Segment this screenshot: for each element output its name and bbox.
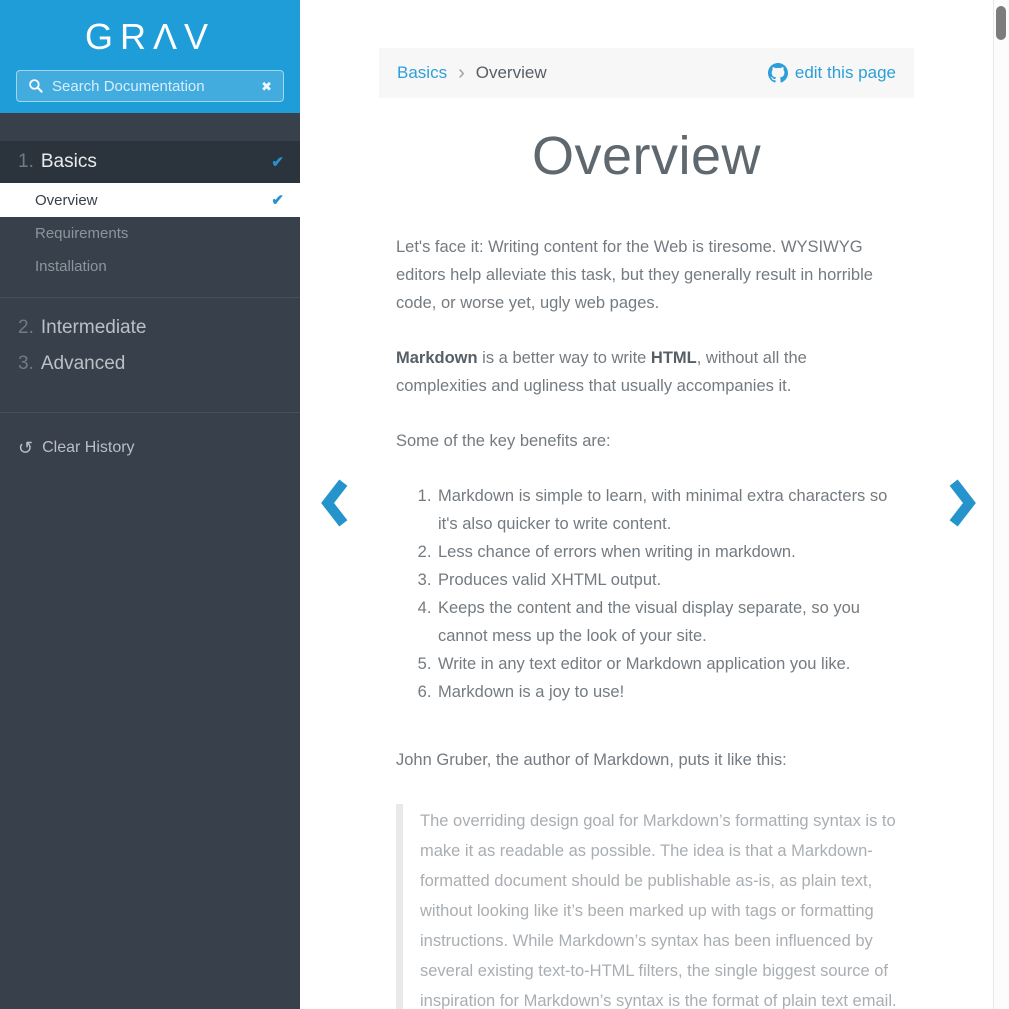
paragraph-benefits-lead: Some of the key benefits are: [396,431,611,450]
github-icon [768,63,788,83]
sidebar-chapter-basics[interactable] [0,141,300,183]
chapter-number: 3. [18,353,34,374]
breadcrumb-section-link[interactable]: Basics [397,63,448,82]
check-icon: ✔ [271,154,284,171]
edit-page-label: edit this page [794,63,896,82]
paragraph-markdown [396,344,897,400]
grav-logo: GRΛV [84,16,216,57]
sidebar-header [0,0,300,113]
breadcrumb [379,48,914,98]
bold-markdown: Markdown [396,348,478,367]
search-icon [28,78,44,94]
text-span: is a better way to write [477,348,651,367]
chapter-number: 1. [18,151,34,172]
gruber-quote: The overriding design goal for Markdown’s formatting syntax is to make it as readable as possible. The idea is that a Markdown-formatted document should be publishable as-is, as plain text, without looking like it’s been marked up with tags or formatting instructions. While Markdown’s syntax has been influenced by several existing text-to-HTML filters, the single biggest source of inspiration for Markdown’s syntax is the format of plain text email. [396,804,897,1009]
page-label: Installation [35,258,107,275]
nav-spacer [0,113,300,141]
sidebar-chapter-intermediate[interactable] [0,310,300,346]
next-page-button[interactable] [945,477,979,529]
list-item: 1. Markdown is simple to learn, with minimal extra characters so it's also quicker to write content. [436,482,897,538]
chevron-right-icon [945,477,979,529]
paragraph-gruber: John Gruber, the author of Markdown, puts it like this: [396,750,787,769]
sidebar-item-installation[interactable] [0,250,300,283]
sidebar-item-requirements[interactable] [0,217,300,250]
prev-page-button[interactable] [318,477,352,529]
chapter-label: Intermediate [40,317,147,338]
sidebar-item-overview[interactable] [0,183,300,217]
clear-history-button[interactable] [18,439,282,457]
list-item: 5. Write in any text editor or Markdown application you like. [436,650,897,678]
history-section [0,412,300,483]
scrollbar-thumb[interactable] [996,6,1006,40]
page-label: Requirements [35,225,129,242]
chapter-label: Advanced [40,353,126,374]
text-span: , without all the complexities and ugliness that usually accompanies it. [396,348,807,395]
list-item: 2. Less chance of errors when writing in markdown. [436,538,897,566]
clear-search-icon[interactable]: ✖ [261,78,272,94]
sidebar [0,0,300,1009]
search-box[interactable] [16,70,284,102]
bold-html: HTML [650,348,697,367]
page-title: Overview [531,126,762,186]
sidebar-chapter-advanced[interactable] [0,346,300,382]
page-label: Overview [35,191,98,209]
breadcrumb-current-page: Overview [475,63,547,82]
sidebar-nav [0,113,300,483]
benefits-list [396,482,897,706]
chevron-right-icon: › [458,61,465,84]
content-area [300,0,1009,1009]
chapter-pages [0,183,300,297]
list-item: 4. Keeps the content and the visual display separate, so you cannot mess up the look of your site. [436,594,897,650]
check-icon: ✔ [271,192,284,209]
chevron-left-icon [318,477,352,529]
search-input[interactable] [52,78,261,95]
list-item: 6. Markdown is a joy to use! [436,678,897,706]
list-item: 3. Produces valid XHTML output. [436,566,897,594]
paragraph-intro: Let's face it: Writing content for the Web is tiresome. WYSIWYG editors help alleviate this task, but they generally result in horrible code, or worse yet, ugly web pages. [396,237,873,312]
clear-history-label: Clear History [42,439,135,456]
history-icon: ↺ [18,438,34,458]
nav-section-other-chapters [0,297,300,412]
scrollbar[interactable] [993,0,1009,1009]
edit-page-link[interactable] [768,63,896,83]
chapter-number: 2. [18,317,34,338]
article [379,124,914,1009]
chapter-label: Basics [40,151,97,172]
